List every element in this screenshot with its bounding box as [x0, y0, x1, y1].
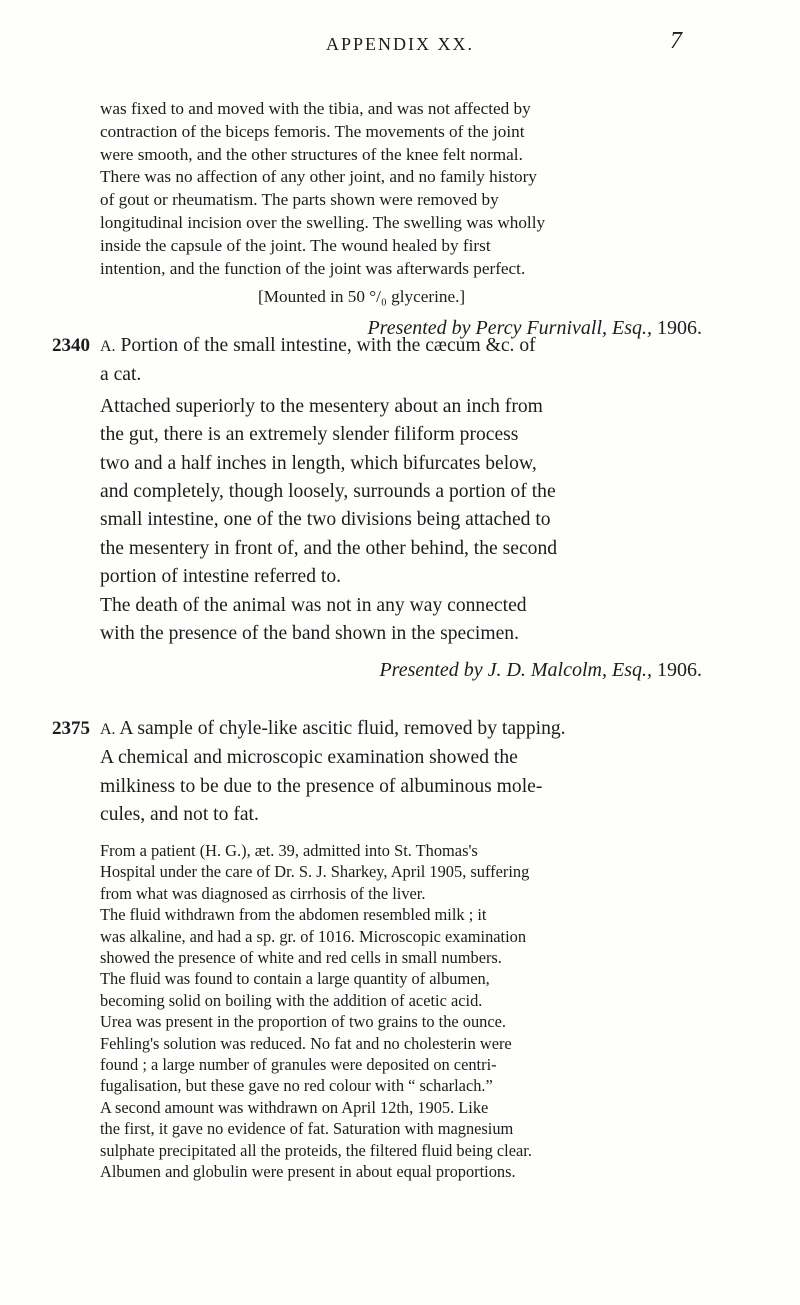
presenter: Presented by J. D. Malcolm, Esq., [379, 659, 652, 682]
text-line: inside the capsule of the joint. The wound healed by first [100, 235, 491, 255]
specimen-title: Portion of the small intestine, with the cæcum &c. of [120, 335, 536, 356]
text-line: The death of the animal was not in any way connected [100, 594, 527, 616]
text-line: was fixed to and moved with the tibia, and was not affected by [100, 99, 531, 118]
text-line: with the presence of the band shown in the specimen. [100, 623, 519, 645]
text-line: portion of intestine referred to. [100, 566, 342, 588]
text-line: intention, and the function of the joint was afterwards perfect. [100, 258, 526, 278]
text-line: Albumen and globulin were present in about equal proportions. [100, 1162, 516, 1182]
text-line: A second amount was withdrawn on April 12th, 1905. Like [100, 1097, 489, 1117]
text-line: milkiness to be due to the presence of albuminous mole- [100, 775, 543, 797]
text-line: a cat. [100, 364, 142, 386]
text-line: Urea was present in the proportion of two grains to the ounce. [100, 1012, 507, 1032]
text-line: cules, and not to fat. [100, 804, 259, 826]
text-line: the first, it gave no evidence of fat. Saturation with magnesium [100, 1119, 514, 1139]
specimen-number: 2375 [52, 718, 90, 739]
specimen-2340 [52, 332, 710, 685]
text-line: two and a half inches in length, which bifurcates below, [100, 452, 537, 474]
presented-year: 1906. [657, 317, 702, 340]
text-line: found ; a large number of granules were deposited on centri- [100, 1055, 497, 1075]
case-history [100, 840, 710, 1183]
text-line: There was no affection of any other joint, and no family history [100, 167, 537, 187]
text-line: sulphate precipitated all the proteids, the filtered fluid being clear. [100, 1140, 532, 1160]
text-line: contraction of the biceps femoris. The movements of the joint [100, 121, 525, 141]
specimen-number: 2340 [52, 335, 90, 356]
text-line: Fehling's solution was reduced. No fat and no cholesterin were [100, 1033, 512, 1053]
specimen-suffix: A. [100, 338, 116, 355]
text-line: the gut, there is an extremely slender filiform process [100, 424, 519, 446]
text-line: the mesentery in front of, and the other behind, the second [100, 537, 558, 559]
text-line: of gout or rheumatism. The parts shown were removed by [100, 190, 499, 210]
text-line: The fluid withdrawn from the abdomen resembled milk ; it [100, 905, 487, 925]
specimen-title: A sample of chyle-like ascitic fluid, removed by tapping. [119, 718, 566, 739]
text-line: Attached superiorly to the mesentery about an inch from [100, 395, 543, 417]
text-line: and completely, though loosely, surrounds a portion of the [100, 481, 556, 503]
specimen-title-line [52, 715, 710, 744]
page-number: 7 [670, 28, 682, 54]
presenter: Presented by Percy Furnivall, Esq., [367, 317, 652, 340]
mounting-note: [Mounted in 50 °/₀ glycerine.] [258, 287, 466, 307]
presented-year: 1906. [657, 659, 702, 682]
text-line: longitudinal incision over the swelling. The swelling was wholly [100, 212, 546, 232]
text-line: The fluid was found to contain a large quantity of albumen, [100, 969, 490, 989]
specimen-title-line [52, 332, 710, 361]
text-line: from what was diagnosed as cirrhosis of the liver. [100, 883, 426, 903]
text-line: showed the presence of white and red cells in small numbers. [100, 948, 502, 968]
text-line: becoming solid on boiling with the addition of acetic acid. [100, 990, 483, 1010]
text-line: fugalisation, but these gave no red colour with “ scharlach.” [100, 1076, 493, 1096]
running-head-title: APPENDIX XX. [325, 34, 474, 54]
continuation-paragraph [100, 98, 710, 340]
specimen-suffix: A. [100, 721, 116, 738]
text-line: A chemical and microscopic examination showed the [100, 747, 518, 769]
text-line: small intestine, one of the two divisions being attached to [100, 509, 551, 531]
text-line: From a patient (H. G.), æt. 39, admitted into St. Thomas's [100, 841, 478, 860]
specimen-2375 [52, 715, 710, 830]
running-head [0, 28, 800, 58]
presented-by-line [100, 656, 710, 684]
text-line: was alkaline, and had a sp. gr. of 1016. Microscopic examination [100, 926, 527, 946]
text-line: Hospital under the care of Dr. S. J. Sharkey, April 1905, suffering [100, 862, 530, 882]
text-line: were smooth, and the other structures of the knee felt normal. [100, 144, 523, 164]
